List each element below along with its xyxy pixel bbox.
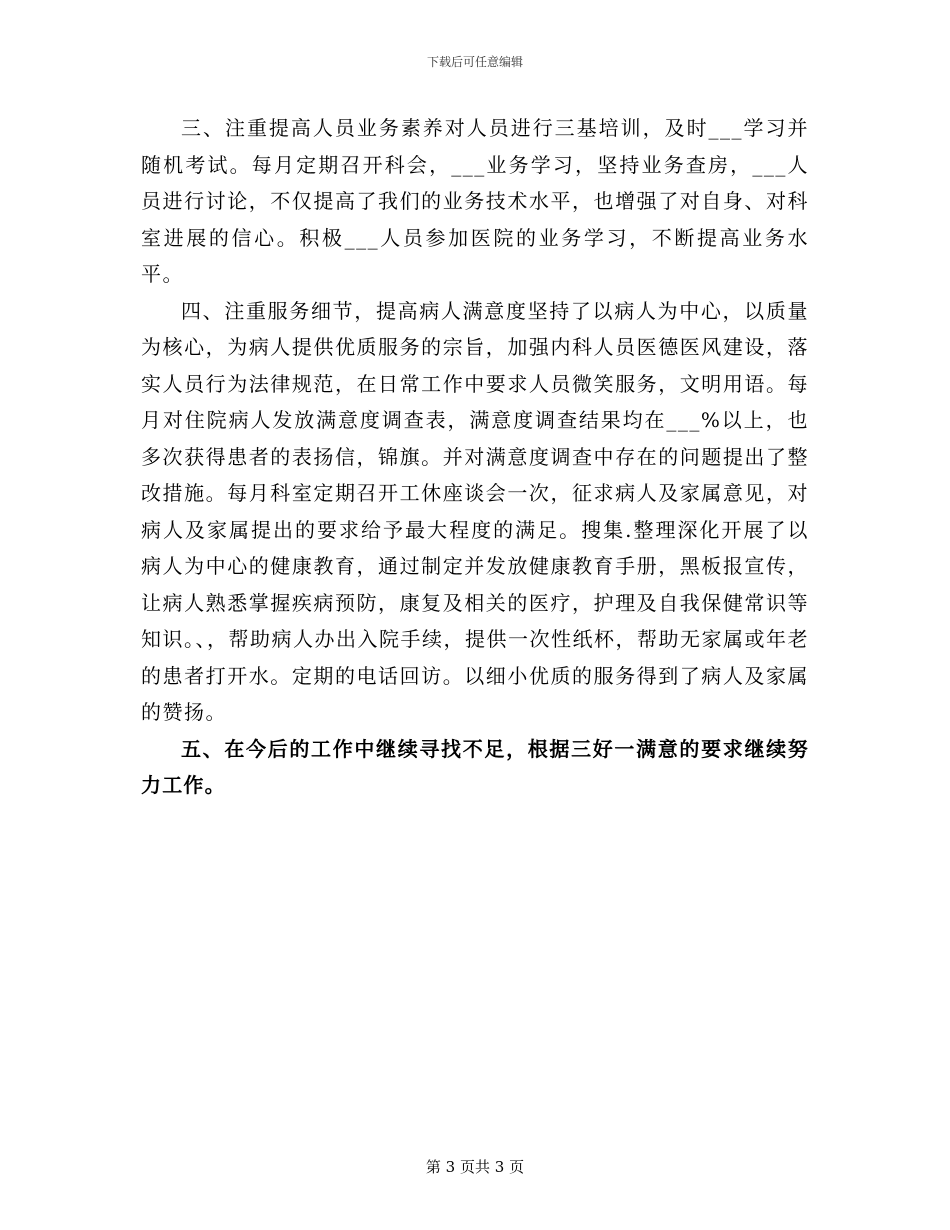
page-number: 第 3 页共 3 页: [425, 1158, 525, 1176]
document-body: [141, 110, 809, 804]
page-header-note: 下载后可任意编辑: [426, 55, 523, 69]
paragraph-3: 三、注重提高人员业务素养对人员进行三基培训，及时___学习并随机考试。每月定期召开科会，___业务学习，坚持业务查房，___人员进行讨论，不仅提高了我们的业务技术水平，也增强了对自身、对科室进展的信心。积极___人员参加医院的业务学习，不断提高业务水平。: [141, 116, 809, 286]
paragraph-4: 四、注重服务细节，提高病人满意度坚持了以病人为中心，以质量为核心，为病人提供优质服务的宗旨，加强内科人员医德医风建设，落实人员行为法律规范，在日常工作中要求人员微笑服务，文明用语。每月对住院病人发放满意度调查表，满意度调查结果均在___%以上，也多次获得患者的表扬信，锦旗。并对满意度调查中存在的问题提出了整改措施。每月科室定期召开工休座谈会一次，征求病人及家属意见，对病人及家属提出的要求给予最大程度的满足。搜集.整理深化开展了以病人为中心的健康教育，通过制定并发放健康教育手册，黑板报宣传，让病人熟悉掌握疾病预防，康复及相关的医疗，护理及自我保健常识等知识。、，帮助病人办出入院手续，提供一次性纸杯，帮助无家属或年老的患者打开水。定期的电话回访。以细小优质的服务得到了病人及家属的赞扬。: [141, 298, 809, 724]
paragraph-5: 五、在今后的工作中继续寻找不足，根据三好一满意的要求继续努力工作。: [141, 736, 809, 797]
